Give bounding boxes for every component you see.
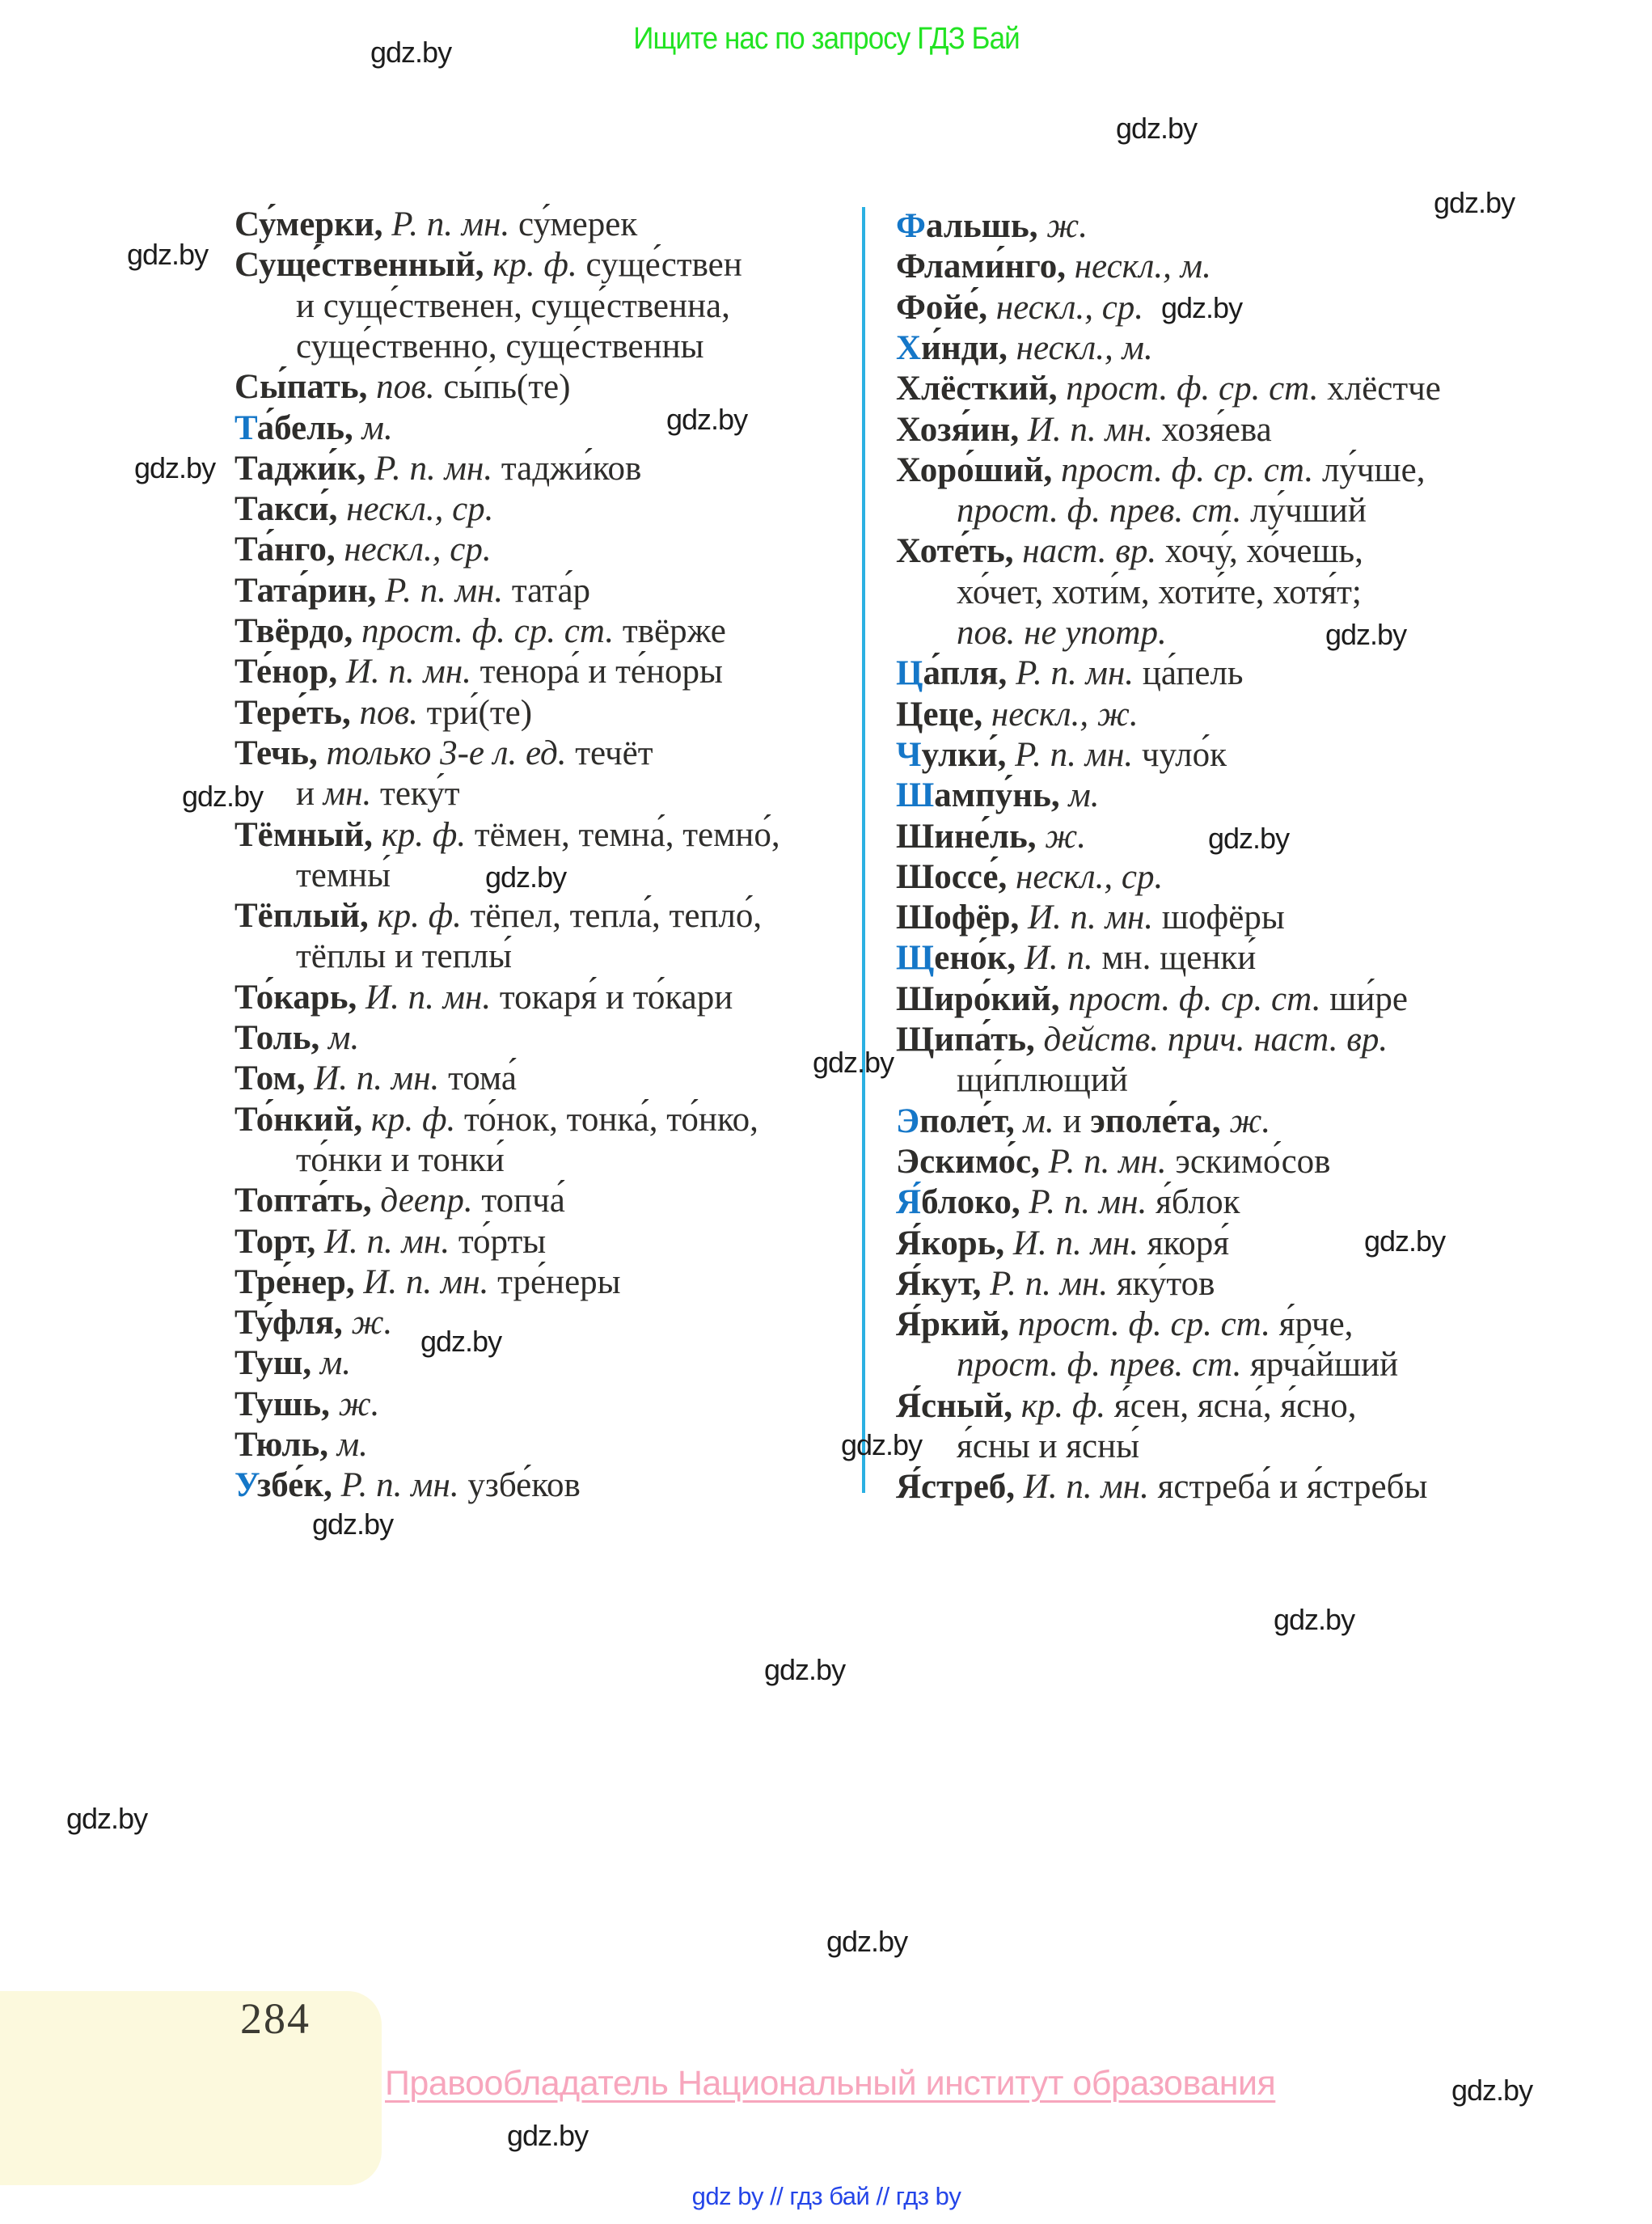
gdzby-watermark: gdz.by: [1116, 112, 1198, 145]
entry-line: Цеце, нескл., ж.: [896, 695, 1139, 734]
entry-line: Толь, м.: [234, 1019, 360, 1057]
entry-line: прост. ф. прев. ст. ярча́йший: [957, 1346, 1399, 1385]
entry-line: Фойе́, нескл., ср.: [896, 288, 1144, 327]
gdzby-watermark: gdz.by: [1451, 2074, 1533, 2107]
entry-line: Узбе́к, Р. п. мн. узбе́ков: [234, 1466, 581, 1505]
gdzby-watermark: gdz.by: [66, 1802, 148, 1835]
gdzby-watermark: gdz.by: [1364, 1224, 1446, 1258]
entry-line: Я́корь, И. п. мн. якоря́: [896, 1224, 1230, 1262]
headword-initial: Ц: [896, 654, 923, 693]
headword-initial: Э: [896, 1101, 920, 1140]
entry-line: Шофёр, И. п. мн. шофёры: [896, 898, 1285, 937]
entry-line: тёплы и теплы́: [296, 937, 512, 976]
entry-line: Хозя́ин, И. п. мн. хозя́ева: [896, 410, 1272, 449]
gdzby-watermark: gdz.by: [507, 2119, 589, 2152]
entry-line: Фальшь, ж.: [896, 207, 1088, 245]
entry-line: Тюль, м.: [234, 1426, 368, 1464]
entry-line: Хи́нди, нескл., м.: [896, 328, 1153, 367]
entry-line: Ца́пля, Р. п. мн. ца́пель: [896, 654, 1244, 693]
entry-line: Эполе́т, м. и эполе́та, ж.: [896, 1101, 1271, 1140]
entry-line: Су́мерки, Р. п. мн. су́мерек: [234, 205, 638, 243]
entry-line: Туш, м.: [234, 1344, 352, 1383]
entry-line: Торт, И. п. мн. то́рты: [234, 1222, 547, 1261]
gdzby-watermark: gdz.by: [127, 238, 209, 271]
entry-line: и суще́ственен, суще́ственна,: [296, 286, 730, 325]
gdzby-watermark: gdz.by: [1161, 291, 1243, 324]
headword-initial: Я: [896, 1183, 922, 1222]
entry-line: Я́блоко, Р. п. мн. я́блок: [896, 1183, 1240, 1222]
entry-line: и мн. теку́т: [296, 775, 460, 814]
gdzby-watermark: gdz.by: [312, 1507, 394, 1541]
gdzby-watermark: gdz.by: [841, 1428, 923, 1461]
top-banner: Ищите нас по запросу ГДЗ Бай: [633, 22, 1020, 56]
entry-line: Топта́ть, деепр. топча́: [234, 1182, 565, 1220]
entry-line: Тёплый, кр. ф. тёпел, тепла́, тепло́,: [234, 897, 763, 936]
gdzby-watermark: gdz.by: [1274, 1603, 1355, 1636]
column-divider: [862, 207, 865, 1493]
entry-line: Хлёсткий, прост. ф. ср. ст. хлёстче: [896, 370, 1441, 408]
entry-line: Щипа́ть, действ. прич. наст. вр.: [896, 1021, 1388, 1059]
gdzby-watermark: gdz.by: [485, 860, 567, 894]
headword-initial: Ф: [896, 207, 926, 245]
entry-line: Тёмный, кр. ф. тёмен, темна́, темно́,: [234, 815, 780, 854]
entry-line: пов. не употр.: [957, 614, 1167, 652]
entry-line: Твёрдо, прост. ф. ср. ст. твёрже: [234, 612, 726, 650]
entry-line: Я́ркий, прост. ф. ср. ст. я́рче,: [896, 1305, 1354, 1344]
gdzby-watermark: gdz.by: [813, 1046, 894, 1079]
page-number: 284: [240, 1994, 311, 2043]
gdzby-watermark: gdz.by: [826, 1925, 908, 1958]
gdzby-watermark: gdz.by: [764, 1653, 846, 1686]
entry-line: Ту́фля, ж.: [234, 1304, 393, 1342]
entry-line: темны́: [296, 856, 391, 894]
entry-line: То́нкий, кр. ф. то́нок, тонка́, то́нко,: [234, 1100, 758, 1139]
headword-initial: Т: [234, 408, 257, 447]
entry-line: суще́ственно, суще́ственны: [296, 327, 704, 366]
entry-line: Шоссе́, нескл., ср.: [896, 857, 1164, 896]
headword-initial: Ш: [896, 776, 935, 815]
entry-line: то́нки и тонки́: [296, 1140, 505, 1179]
headword-initial: Ч: [896, 735, 922, 774]
gdzby-watermark: gdz.by: [370, 36, 452, 69]
gdzby-watermark: gdz.by: [666, 403, 748, 436]
entry-line: Сы́пать, пов. сы́пь(те): [234, 368, 571, 407]
footer-links[interactable]: gdz by // гдз бай // гдз by: [691, 2182, 961, 2210]
entry-line: прост. ф. прев. ст. лу́чший: [957, 492, 1367, 531]
gdzby-watermark: gdz.by: [420, 1325, 502, 1358]
copyright-link[interactable]: Правообладатель Национальный институт образования: [385, 2064, 1276, 2103]
gdzby-watermark: gdz.by: [134, 451, 216, 484]
entry-line: Том, И. п. мн. тома́: [234, 1059, 517, 1098]
gdzby-watermark: gdz.by: [182, 780, 264, 813]
headword-initial: Щ: [896, 939, 935, 978]
headword-initial: У: [234, 1466, 258, 1505]
entry-line: Хоро́ший, прост. ф. ср. ст. лу́чше,: [896, 450, 1426, 489]
gdzby-watermark: gdz.by: [1208, 822, 1290, 855]
entry-line: Широ́кий, прост. ф. ср. ст. ши́ре: [896, 979, 1408, 1018]
entry-line: Хоте́ть, наст. вр. хочу́, хо́чешь,: [896, 532, 1363, 571]
entry-line: Суще́ственный, кр. ф. суще́ствен: [234, 246, 742, 285]
entry-line: хо́чет, хоти́м, хоти́те, хотя́т;: [957, 573, 1362, 611]
entry-line: Тата́рин, Р. п. мн. тата́р: [234, 571, 591, 610]
entry-line: Тере́ть, пов. три́(те): [234, 693, 533, 732]
entry-line: Чулки́, Р. п. мн. чуло́к: [896, 735, 1227, 774]
gdzby-watermark: gdz.by: [1434, 186, 1515, 219]
entry-line: Такси́, нескл., ср.: [234, 490, 494, 529]
entry-line: Я́кут, Р. п. мн. яку́тов: [896, 1264, 1215, 1303]
entry-line: Эскимо́с, Р. п. мн. эскимо́сов: [896, 1142, 1331, 1181]
entry-line: Тре́нер, И. п. мн. тре́неры: [234, 1262, 621, 1301]
entry-line: Я́сный, кр. ф. я́сен, ясна́, я́сно,: [896, 1386, 1357, 1425]
page-number-card: [0, 1991, 382, 2185]
entry-line: Флами́нго, нескл., м.: [896, 247, 1211, 286]
entry-line: Та́нго, нескл., ср.: [234, 531, 492, 569]
gdzby-watermark: gdz.by: [1325, 618, 1407, 651]
entry-line: То́карь, И. п. мн. токаря́ и то́кари: [234, 978, 733, 1017]
entry-line: Таджи́к, Р. п. мн. таджи́ков: [234, 449, 642, 488]
headword-initial: Х: [896, 328, 922, 367]
entry-line: Течь, только 3-е л. ед. течёт: [234, 734, 653, 772]
entry-line: Те́нор, И. п. мн. тенора́ и те́норы: [234, 653, 723, 691]
entry-line: я́сны и ясны́: [957, 1427, 1140, 1465]
entry-line: Тушь, ж.: [234, 1385, 380, 1423]
entry-line: Шине́ль, ж.: [896, 817, 1086, 856]
entry-line: Я́стреб, И. п. мн. ястреба́ и я́стребы: [896, 1468, 1428, 1507]
entry-line: Та́бель, м.: [234, 408, 393, 447]
entry-line: Щено́к, И. п. мн. щенки́: [896, 939, 1257, 978]
entry-line: Шампу́нь, м.: [896, 776, 1100, 815]
entry-line: щи́плющий: [957, 1061, 1128, 1100]
